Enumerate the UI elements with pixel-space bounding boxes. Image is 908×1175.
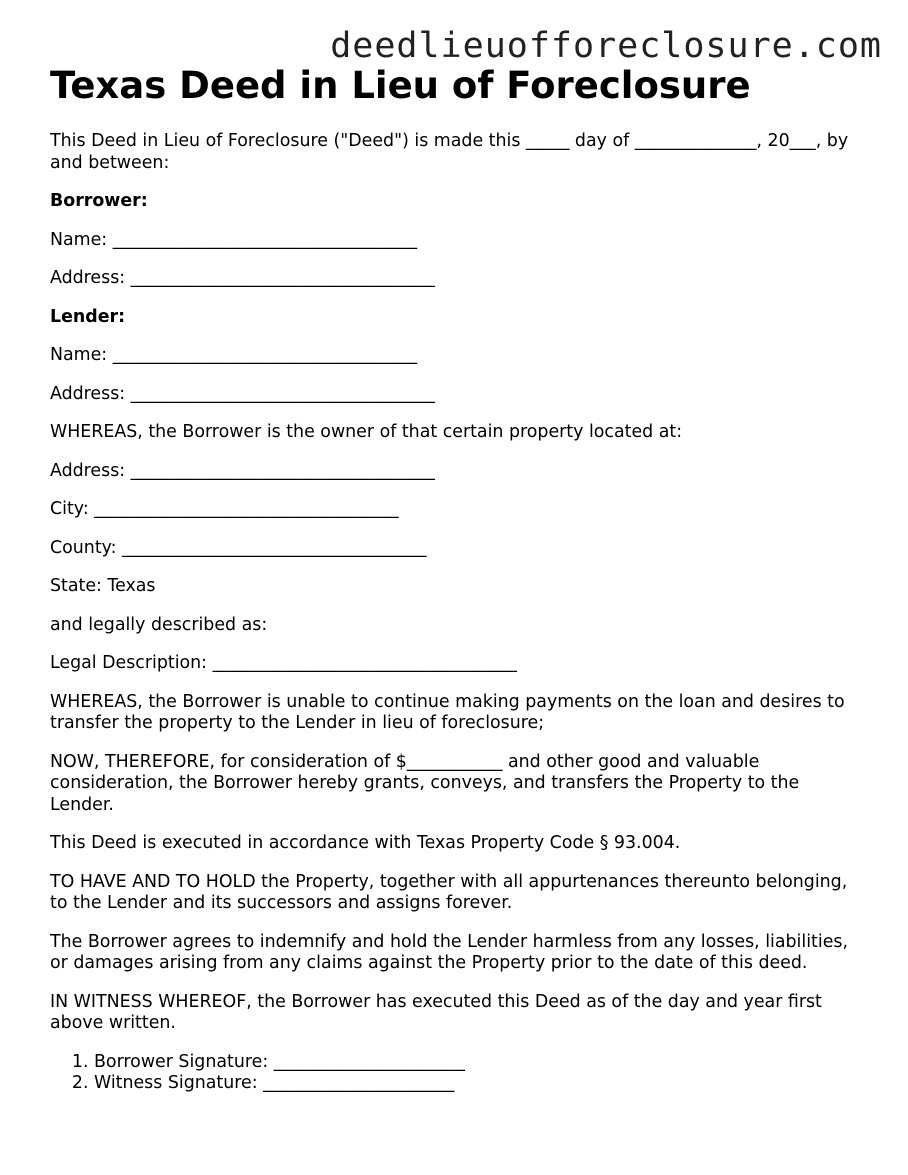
signature-list xyxy=(50,1052,865,1095)
whereas-unable-paragraph: WHEREAS, the Borrower is unable to continue making payments on the loan and desires to transfer the property to the Lender in lieu of foreclosure; xyxy=(50,691,845,733)
property-city-line: City: ___________________________________ xyxy=(50,499,399,519)
lender-address-line: Address: ___________________________________ xyxy=(50,383,435,404)
document-title: Texas Deed in Lieu of Foreclosure xyxy=(50,64,751,107)
whereas-owner-paragraph: WHEREAS, the Borrower is the owner of that certain property located at: xyxy=(50,422,683,442)
borrower-heading: Borrower: xyxy=(50,191,148,211)
site-watermark: deedlieuofforeclosure.com xyxy=(330,26,882,66)
intro-paragraph: This Deed in Lieu of Foreclosure ("Deed") is made this _____ day of ______________, 20___, by and between: xyxy=(50,131,849,173)
now-therefore-paragraph: NOW, THEREFORE, for consideration of $___________ and other good and valuable consideration, the Borrower hereby grants, conveys, and transfers the Property to the Lender. xyxy=(50,751,800,815)
witness-signature-line: 2. Witness Signature: ______________________ xyxy=(94,1073,865,1095)
document-page xyxy=(50,64,865,1095)
borrower-name-line: Name: ___________________________________ xyxy=(50,229,418,250)
habendum-paragraph: TO HAVE AND TO HOLD the Property, together with all appurtenances thereunto belonging, to the Lender and its successors and assigns forever. xyxy=(50,871,848,913)
legal-description-line: Legal Description: ___________________________________ xyxy=(50,653,517,673)
borrower-address-line: Address: ___________________________________ xyxy=(50,268,435,288)
property-state-line: State: Texas xyxy=(50,576,156,596)
code-clause-paragraph: This Deed is executed in accordance with Texas Property Code § 93.004. xyxy=(50,833,681,853)
property-address-line: Address: ___________________________________ xyxy=(50,460,435,481)
legal-intro-line: and legally described as: xyxy=(50,614,268,635)
indemnify-paragraph: The Borrower agrees to indemnify and hold the Lender harmless from any losses, liabilities, or damages arising from any claims against the Property prior to the date of this deed. xyxy=(50,931,848,973)
lender-heading: Lender: xyxy=(50,306,126,327)
property-county-line: County: ___________________________________ xyxy=(50,537,427,558)
borrower-signature-line: 1. Borrower Signature: ______________________ xyxy=(94,1052,865,1074)
lender-name-line: Name: ___________________________________ xyxy=(50,345,418,365)
witness-clause-paragraph: IN WITNESS WHEREOF, the Borrower has executed this Deed as of the day and year first above written. xyxy=(50,991,822,1033)
